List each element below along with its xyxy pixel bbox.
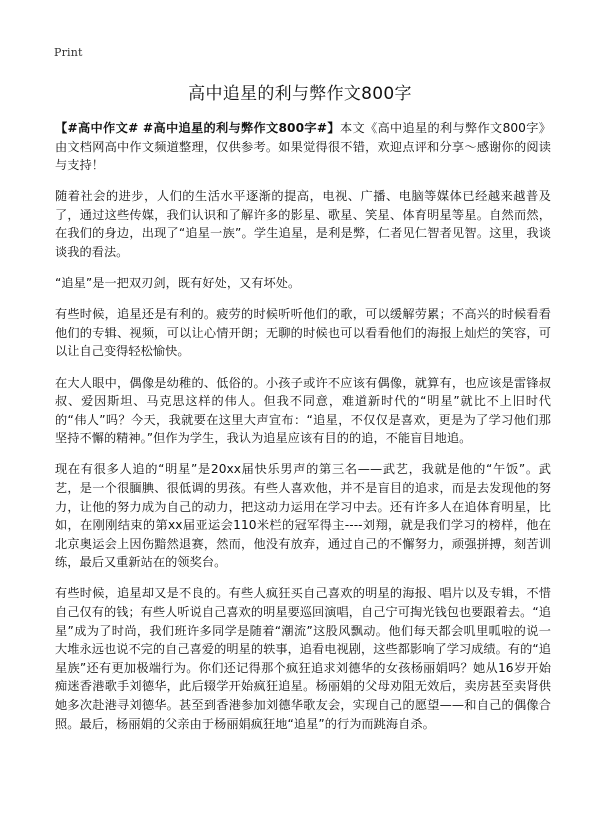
print-link[interactable]: Print <box>54 46 83 59</box>
article-body <box>55 119 551 746</box>
paragraph-5: 现在有很多人追的“明星”是20xx届快乐男声的第三名——武艺，我就是他的“午饭”。武艺，是一个很腼腆、很低调的男孩。有些人喜欢他，并不是盲目的追求，而是去发现他的努力，让他的努力成为自己的动力，把这动力运用在学习中去。还有许多人在追体育明星，比如，在刚刚结束的第xx届亚运会110米栏的冠军得主----刘翔，就是我们学习的榜样，他在北京奥运会上因伤黯然退赛，然而，他没有放弃，通过自己的不懈努力，顽强拼搏，刻苦训练，最后又重新站在的领奖台。 <box>55 462 551 570</box>
paragraph-4: 在大人眼中，偶像是幼稚的、低俗的。小孩子或许不应该有偶像，就算有，也应该是雷锋叔叔、爱因斯坦、马克思这样的伟人。但我不同意，难道新时代的“明星”就比不上旧时代的“伟人”吗？今天，我就要在这里大声宣布：“追星，不仅仅是喜欢，更是为了学习他们那坚持不懈的精神。”但作为学生，我认为追星应该有目的的追，不能盲目地追。 <box>55 375 551 446</box>
paragraph-3: 有些时候，追星还是有利的。疲劳的时候听听他们的歌，可以缓解劳累；不高兴的时候看看他们的专辑、视频，可以让心情开朗；无聊的时候也可以看看他们的海报上灿烂的笑容，可以让自己变得轻松愉快。 <box>55 307 551 359</box>
intro-paragraph <box>55 119 551 175</box>
paragraph-1: 随着社会的进步，人们的生活水平逐渐的提高，电视、广播、电脑等媒体已经越来越普及了，通过这些传媒，我们认识和了解许多的影星、歌星、笑星、体育明星等星。自然而然，在我们的身边，出现了“追星一族”。学生追星，是利是弊，仁者见仁智者见智。这里，我谈谈我的看法。 <box>55 189 551 260</box>
page-title: 高中追星的利与弊作文800字 <box>188 84 412 104</box>
paragraph-6: 有些时候，追星却又是不良的。有些人疯狂买自己喜欢的明星的海报、唱片以及专辑，不惜自己仅有的钱；有些人听说自己喜欢的明星要巡回演唱，自己宁可掏光钱包也要跟着去。“追星”成为了时尚，我们班许多同学是随着“潮流”这股风飘动。他们每天都会叽里呱啦的说一大堆永远也说不完的自己喜爱的明星的轶事，追看电视剧，这些都影响了学习成绩。有的“追星族”还有更加极端行为。你们还记得那个疯狂追求刘德华的女孩杨丽娟吗？她从16岁开始痴迷香港歌手刘德华，此后辍学开始疯狂追星。杨丽娟的父母劝阻无效后，卖房甚至卖肾供她多次赴港寻刘德华。甚至到香港参加刘德华歌友会，实现自己的愿望——和自己的偶像合照。最后，杨丽娟的父亲由于杨丽娟疯狂地“追星”的行为而跳海自杀。 <box>55 586 551 731</box>
intro-text: 本文《高中追星的利与弊作文800字》由文档网高中作文频道整理，仅供参考。如果觉得很不错，欢迎点评和分享～感谢你的阅读与支持！ <box>55 121 552 173</box>
article-tags: 【#高中作文# #高中追星的利与弊作文800字#】 <box>55 121 340 135</box>
paragraph-2: “追星”是一把双刃剑，既有好处，又有坏处。 <box>55 276 301 291</box>
